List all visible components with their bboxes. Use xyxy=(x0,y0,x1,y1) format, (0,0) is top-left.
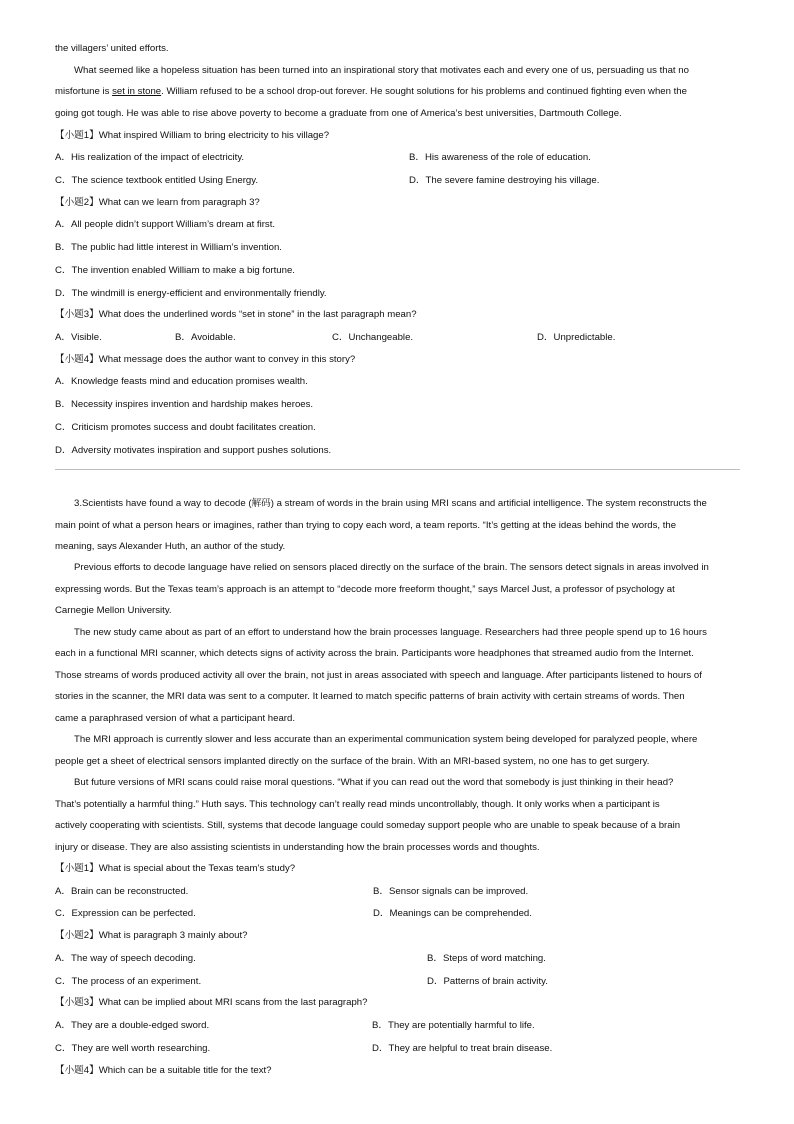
options-row xyxy=(55,151,740,165)
option-a: A．They are a double-edged sword. xyxy=(55,1020,210,1031)
paragraph-line: the villagers’ united efforts. xyxy=(55,43,169,54)
question-stem: 【小题1】What is special about the Texas team’s study? xyxy=(55,863,296,874)
option-c: C．Unchangeable. xyxy=(332,332,414,343)
options-row xyxy=(55,885,740,899)
option-b: B．Steps of word matching. xyxy=(427,953,546,964)
option-c: C．The invention enabled William to make a big fortune. xyxy=(55,265,295,276)
question-stem: 【小题3】What does the underlined words “set in stone” in the last paragraph mean? xyxy=(55,309,417,320)
option-b: B．Sensor signals can be improved. xyxy=(373,886,529,897)
question-stem: 【小题2】What can we learn from paragraph 3? xyxy=(55,197,260,208)
paragraph-line: injury or disease. They are also assisting scientists in understanding how the brain processes words and thoughts. xyxy=(55,842,540,853)
paragraph-line: What seemed like a hopeless situation has been turned into an inspirational story that motivates each and every one of us, persuading us that no xyxy=(74,65,689,76)
paragraph-line: people get a sheet of electrical sensors implanted directly on the surface of the brain. With an MRI-based system, no one has to get surgery. xyxy=(55,756,650,767)
question-stem: 【小题4】Which can be a suitable title for the text? xyxy=(55,1065,272,1076)
paragraph-line: meaning, says Alexander Huth, an author of the study. xyxy=(55,541,286,552)
underlined-phrase: set in stone xyxy=(112,86,162,97)
paragraph-line: came a paraphrased version of what a participant heard. xyxy=(55,713,295,724)
option-a: A．All people didn’t support William’s dream at first. xyxy=(55,219,276,230)
section-divider xyxy=(55,469,740,470)
question-stem: 【小题3】What can be implied about MRI scans from the last paragraph? xyxy=(55,997,368,1008)
paragraph-line: main point of what a person hears or imagines, rather than trying to copy each word, a team reports. “It’s getting at the ideas behind the words, the xyxy=(55,520,677,531)
options-row xyxy=(55,1042,740,1056)
paragraph-line: expressing words. But the Texas team’s approach is an attempt to “decode more freeform thought,” says Marcel Just, a professor of psychology at xyxy=(55,584,675,595)
option-d: D．Unpredictable. xyxy=(537,332,616,343)
paragraph-line: going got tough. He was able to rise above poverty to become a graduate from one of America’s best universities, Dartmouth College. xyxy=(55,108,622,119)
options-row xyxy=(55,907,740,921)
option-d: D．Meanings can be comprehended. xyxy=(373,908,532,919)
paragraph-line: 3.Scientists have found a way to decode (解码) a stream of words in the brain using MRI scans and artificial intelligence. The system reconstructs the xyxy=(74,498,707,509)
option-a: A．His realization of the impact of electricity. xyxy=(55,152,245,163)
option-a: A．Visible. xyxy=(55,332,102,343)
option-b: B．Necessity inspires invention and hardship makes heroes. xyxy=(55,399,314,410)
paragraph-line: Those streams of words produced activity all over the brain, not just in areas associated with speech and language. After participants listened to hours of xyxy=(55,670,702,681)
option-c: C．Expression can be perfected. xyxy=(55,908,196,919)
option-c: C．Criticism promotes success and doubt facilitates creation. xyxy=(55,422,316,433)
option-a: A．The way of speech decoding. xyxy=(55,953,196,964)
option-d: D．The windmill is energy-efficient and environmentally friendly. xyxy=(55,288,327,299)
text-run: misfortune is xyxy=(55,86,113,97)
paragraph-line: stories in the scanner, the MRI data was sent to a computer. It learned to match specific patterns of brain activity with certain streams of words. Then xyxy=(55,691,685,702)
paragraph-line xyxy=(55,85,740,99)
options-row xyxy=(55,1019,740,1033)
option-b: B．Avoidable. xyxy=(175,332,236,343)
options-row xyxy=(55,331,740,345)
paragraph-line: That’s potentially a harmful thing.” Huth says. This technology can’t really read minds uncontrollably, though. It only works when a participant is xyxy=(55,799,660,810)
option-b: B．His awareness of the role of education. xyxy=(409,152,591,163)
option-b: B．They are potentially harmful to life. xyxy=(372,1020,535,1031)
paragraph-line: each in a functional MRI scanner, which detects signs of activity across the brain. Participants wore headphones that streamed audio from the Internet. xyxy=(55,648,694,659)
option-c: C．The science textbook entitled Using Energy. xyxy=(55,175,258,186)
option-c: C．The process of an experiment. xyxy=(55,976,202,987)
option-d: D．Adversity motivates inspiration and support pushes solutions. xyxy=(55,445,332,456)
paragraph-line: actively cooperating with scientists. Still, systems that decode language could someday support people who are unable to speak because of a brain xyxy=(55,820,681,831)
options-row xyxy=(55,174,740,188)
question-stem: 【小题4】What message does the author want to convey in this story? xyxy=(55,354,356,365)
options-row xyxy=(55,952,740,966)
option-c: C．They are well worth researching. xyxy=(55,1043,211,1054)
option-a: A．Brain can be reconstructed. xyxy=(55,886,189,897)
question-stem: 【小题1】What inspired William to bring electricity to his village? xyxy=(55,130,330,141)
text-run: . William refused to be a school drop-out forever. He sought solutions for his problems and continued fighting even when the xyxy=(161,86,687,97)
option-b: B．The public had little interest in William’s invention. xyxy=(55,242,282,253)
paragraph-line: Carnegie Mellon University. xyxy=(55,605,172,616)
option-a: A．Knowledge feasts mind and education promises wealth. xyxy=(55,376,308,387)
option-d: D．The severe famine destroying his village. xyxy=(409,175,600,186)
question-stem: 【小题2】What is paragraph 3 mainly about? xyxy=(55,930,248,941)
paragraph-line: But future versions of MRI scans could raise moral questions. “What if you can read out the word that somebody is just thinking in their head? xyxy=(74,777,674,788)
option-d: D．They are helpful to treat brain disease. xyxy=(372,1043,553,1054)
options-row xyxy=(55,975,740,989)
option-d: D．Patterns of brain activity. xyxy=(427,976,548,987)
paragraph-line: Previous efforts to decode language have relied on sensors placed directly on the surface of the brain. The sensors detect signals in areas involved in xyxy=(74,562,709,573)
paragraph-line: The new study came about as part of an effort to understand how the brain processes language. Researchers had three people spend up to 16 hours xyxy=(74,627,707,638)
paragraph-line: The MRI approach is currently slower and less accurate than an experimental communication system being developed for paralyzed people, where xyxy=(74,734,698,745)
